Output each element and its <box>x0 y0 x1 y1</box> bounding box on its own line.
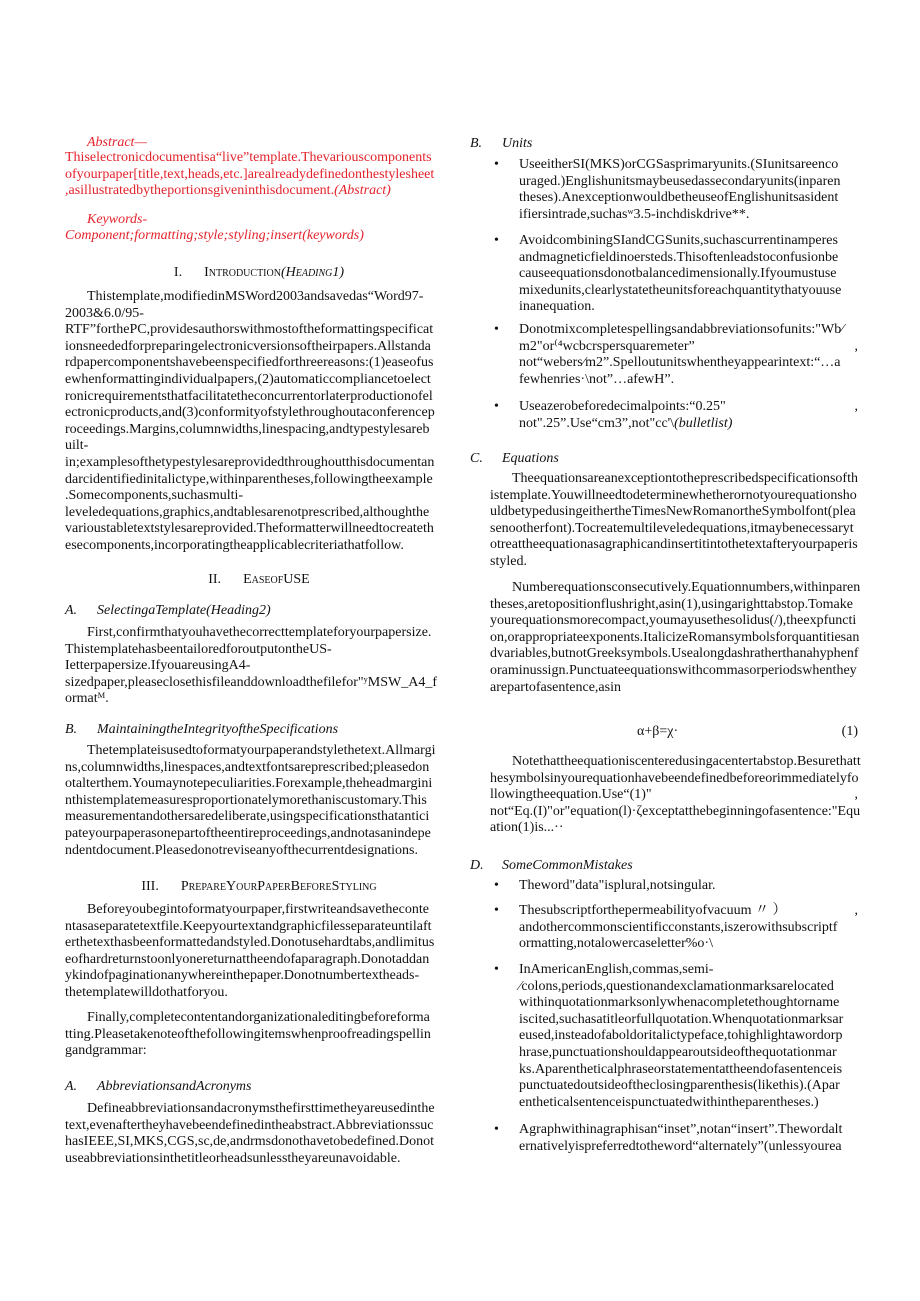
text-line <box>65 1118 453 1135</box>
text-line <box>490 504 858 521</box>
text-line <box>519 1095 858 1112</box>
text-line <box>65 760 453 777</box>
heading-number: I. <box>173 265 183 280</box>
text-line <box>519 878 858 895</box>
text-line <box>65 167 453 184</box>
text-line <box>65 1101 453 1118</box>
text-line-content: UseeitherSI(MKS)orCGSasprimaryunits.(SIunitsareenco <box>519 157 839 172</box>
text-line-content: ks.Aparentheticalphraseorstatementattheendofasentenceis <box>519 1061 843 1077</box>
text-line <box>65 985 453 1002</box>
text-line <box>65 952 453 969</box>
text-line-content: on,orappropriateexponents.ItalicizeRomansymbolsforquantitiesan <box>490 629 860 645</box>
text-line <box>65 1151 453 1168</box>
text-line <box>519 1045 858 1062</box>
text-line <box>65 935 453 952</box>
text-line <box>490 803 861 821</box>
text-line-content: ormatᴹ. <box>65 691 109 707</box>
subheading-maintaining-integrity <box>65 722 338 738</box>
prepare-paragraph-2 <box>65 1010 453 1060</box>
text-line <box>519 416 858 433</box>
text-line-content: Finally,completecontentandorganizationaleditingbeforeforma <box>87 1010 430 1025</box>
abstract-text <box>65 150 453 200</box>
text-line-content: senootherfont).Tocreatemultileveledequations,itmaybenecessaryt <box>490 520 854 536</box>
text-line <box>519 1012 858 1029</box>
text-line <box>519 339 858 356</box>
text-line-content: ectronicproducts,and(3)conformityofstylethroughoutaconferencep <box>65 405 435 421</box>
text-line-content: theses).AnexceptionwouldbetheuseofEnglishunitsasident <box>519 190 839 206</box>
text-line-content: not".25”.Use“cm3”,not"cc'\ <box>519 415 675 431</box>
text-line-content: Theequationsareanexceptiontotheprescribedspecificationsofth <box>512 471 858 486</box>
text-line <box>490 554 858 571</box>
text-line-content: Theword"data"isplural,notsingular. <box>519 878 716 893</box>
text-line <box>65 675 453 692</box>
text-line <box>519 174 858 191</box>
heading-suffix: (Heading1) <box>280 265 345 280</box>
heading-title: PrepareYourPaperBeforeStyling <box>180 879 377 894</box>
text-line <box>65 422 453 439</box>
text-line <box>519 1139 858 1156</box>
subheading-number: C. <box>470 451 483 466</box>
text-line <box>519 399 858 416</box>
text-line <box>490 580 861 597</box>
text-line-content: uraged.)Englishunitsmaybeusedassecondaryunits(inparen <box>519 173 841 189</box>
text-line-content: roceedings.Margins,columnwidths,linespacing,andtypestylesareb <box>65 421 430 437</box>
text-line <box>65 405 453 422</box>
bullet-icon: • <box>494 962 499 977</box>
text-line <box>490 787 858 804</box>
keywords-text: Component;formatting;style;styling;insert(keywords) <box>65 228 364 243</box>
text-line-content: AvoidcombiningSIandCGSunits,suchascurrentinamperes <box>519 233 838 248</box>
text-line-content: hesymbolsinyourequationhavebeendefinedbeforeorimmediatelyfo <box>490 770 859 786</box>
text-line <box>65 289 453 306</box>
text-line <box>519 207 858 224</box>
text-line-content: hrase,punctuationshouldappearoutsideofthequotationmar <box>519 1044 837 1060</box>
text-line <box>519 903 858 920</box>
trailing-punctuation: , <box>854 787 858 803</box>
text-line-content: ThistemplatehasbeentailoredforoutputontheUS- <box>65 641 332 657</box>
subheading-selecting-template <box>65 603 271 619</box>
text-line-content: ionsneededforpreparingelectronicversionsoftheirpapers.Allstanda <box>65 338 431 354</box>
text-line-content: varioustabletextstylesareprovided.Theformatterwillneedtocreateth <box>65 521 434 537</box>
equations-paragraph-2 <box>490 580 861 696</box>
text-line <box>65 538 453 555</box>
bullet-icon: • <box>494 322 499 337</box>
subheading-number: D. <box>470 858 484 873</box>
text-line-content: styled. <box>490 553 527 569</box>
text-line <box>490 754 861 771</box>
equation-number: (1) <box>841 724 858 739</box>
text-line-content: tting.Pleasetakenoteofthefollowingitemswhenproofreadingspellin <box>65 1026 431 1042</box>
text-line-content: rdpapercomponentshavebeenspecifiedforthreereasons:(1)easeofus <box>65 355 434 371</box>
text-line-content: Ietterpapersize.IfyouareusingA4- <box>65 658 251 674</box>
text-line-content: ewhenformattingindividualpapers,(2)automaticcompliancetoelect <box>65 371 431 387</box>
subheading-units <box>470 136 532 152</box>
text-line <box>519 299 858 316</box>
text-line-content: eused,insteadofaboldoritalictypeface,tohighlightawordorp <box>519 1028 843 1044</box>
text-line-content: ation(1)is...·· <box>490 820 564 836</box>
text-line <box>65 322 453 339</box>
equations-paragraph-3 <box>490 754 861 837</box>
text-line-content: theses,aretopositionflushright,asin(1),usingarighttabstop.Tomake <box>490 596 853 612</box>
text-line <box>519 1078 858 1095</box>
bullet-icon: • <box>494 1122 499 1137</box>
text-line <box>65 150 453 167</box>
text-line-content: 2003&6.0/95- <box>65 305 144 321</box>
text-line-content: Numberequationsconsecutively.Equationnumbers,withinparen <box>512 580 861 595</box>
text-line-content: First,confirmthatyouhavethecorrecttemplateforyourpapersize. <box>87 625 432 640</box>
text-line-content: in;examplesofthetypestylesareprovidedthroughoutthisdocumentan <box>65 454 435 470</box>
text-line-content: andothercommonscientificconstants,iszerowithsubscriptf <box>519 919 838 935</box>
text-line <box>519 233 858 250</box>
bullet-item <box>519 903 858 953</box>
text-line-content: ronicrequirementsthatfacilitatetheconcurrentorlaterproductionofel <box>65 388 433 404</box>
equations-paragraph-1 <box>490 471 858 571</box>
text-line <box>65 1010 453 1027</box>
subheading-number: B. <box>470 136 483 151</box>
text-line <box>65 1134 453 1151</box>
bullet-icon: • <box>494 903 499 918</box>
text-line-content: ns,columnwidths,linespaces,andtextfontsareprescribed;pleasedon <box>65 759 430 775</box>
subheading-title: SomeCommonMistakes <box>502 858 633 873</box>
subheading-title: Units <box>502 136 533 151</box>
text-line <box>65 919 453 936</box>
text-line <box>519 190 858 207</box>
text-line-content: llowingtheequation.Use“(1)" <box>490 787 652 803</box>
text-line <box>65 306 453 323</box>
bullet-icon: • <box>494 878 499 893</box>
text-line <box>65 809 453 826</box>
subheading-number: B. <box>65 722 78 737</box>
heading-introduction <box>65 265 453 281</box>
text-line-content: otalterthem.Youmaynotepeculiarities.Forexample,theheadmargini <box>65 776 433 792</box>
text-line-content: otreattheequationasagraphicandinsertitintothetextafteryourpaperis <box>490 537 858 553</box>
text-line <box>519 936 858 953</box>
text-line <box>65 691 453 708</box>
text-line <box>519 355 858 372</box>
text-line <box>65 743 453 760</box>
equation-formula: α+β=χ· <box>637 724 679 739</box>
selecting-template-paragraph <box>65 625 453 708</box>
subheading-title: MaintainingtheIntegrityoftheSpecifications <box>97 722 339 737</box>
text-line <box>490 820 858 837</box>
text-line-content: punctuatedoutsideoftheclosingparenthesis(likethis).(Apar <box>519 1078 840 1094</box>
text-line-content: thetemplatewilldothatforyou. <box>65 984 228 1000</box>
intro-paragraph <box>65 289 453 555</box>
text-line-content: darcidentifiedinitalictype,withinparentheses,followingtheexample <box>65 471 433 487</box>
trailing-punctuation: , <box>854 903 858 918</box>
text-line-content: ifiersintrade,suchasʷ3.5-inchdiskdrive**. <box>519 206 750 222</box>
text-line <box>65 625 453 642</box>
text-line-content: gandgrammar: <box>65 1043 147 1059</box>
text-line <box>490 471 858 488</box>
heading-title: EaseofUSE <box>243 572 310 587</box>
bullet-icon: • <box>494 399 499 414</box>
subheading-title: SelectingaTemplate(Heading2) <box>97 603 271 618</box>
text-line-content: ormatting,notalowercaseletter%o·\ <box>519 936 713 952</box>
subheading-title: AbbreviationsandAcronyms <box>97 1079 252 1094</box>
subheading-equations <box>470 451 559 467</box>
text-line <box>65 521 453 538</box>
text-line-content: uldbetypedusingeithertheTimesNewRomanortheSymbolfont(plea <box>490 504 856 520</box>
text-line <box>519 1028 858 1045</box>
text-line-content: ⁄colons,periods,questionandexclamationmarksarelocated <box>519 978 834 994</box>
bullet-item <box>519 399 858 432</box>
heading-title: Introduction <box>204 265 281 280</box>
italic-annotation: (bulletlist) <box>674 415 733 431</box>
text-line <box>490 597 858 614</box>
text-line <box>65 658 453 675</box>
text-line <box>519 979 858 996</box>
text-line <box>490 663 858 680</box>
bullet-icon: • <box>494 157 499 172</box>
text-line <box>490 521 858 538</box>
text-line-content: ,asillustratedbytheportionsgiveninthisdocument. <box>65 183 335 199</box>
text-line <box>65 505 453 522</box>
text-line-content: m2"or⁽⁴wcbcrspersquaremeter” <box>519 338 695 354</box>
text-line <box>65 642 453 659</box>
text-line-content: Defineabbreviationsandacronymsthefirsttimetheyareusedinthe <box>87 1101 435 1116</box>
text-line-content: measurementandothersaredeliberate,usingspecificationsthatantici <box>65 809 430 825</box>
text-line <box>519 250 858 267</box>
text-line <box>65 488 453 505</box>
text-line-content: RTF”forthePC,providesauthorswithmostoftheformattingspecificat <box>65 322 434 338</box>
text-line <box>65 826 453 843</box>
text-line <box>65 339 453 356</box>
text-line <box>65 455 453 472</box>
text-line <box>65 968 453 985</box>
italic-annotation: (Abstract) <box>334 183 391 199</box>
text-line-content: sizedpaper,pleaseclosethisfileanddownloadthefilefor"ʸMSW_A4_f <box>65 674 438 690</box>
text-line <box>65 183 453 200</box>
text-line-content: Donotmixcompletespellingsandabbreviationsofunits:"Wb⁄ <box>519 322 844 337</box>
text-line-content: .Somecomponents,suchasmulti- <box>65 488 244 504</box>
keywords-label: Keywords- <box>87 212 148 227</box>
bullet-icon: • <box>494 233 499 248</box>
text-line-content: not“webers⁄m2”.Spelloutunitswhentheyappearintext:“…a <box>519 355 841 371</box>
text-line-content: not“Eq.(I)"or"equation(l)·ζexceptatthebeginningofasentence:"Equ <box>490 803 861 819</box>
text-line-content: arepartofasentence,asin <box>490 679 621 695</box>
text-line <box>490 613 858 630</box>
text-line <box>65 776 453 793</box>
text-line <box>519 283 858 300</box>
text-line-content: ernativelyispreferredtotheword“alternately”(unlessyourea <box>519 1138 842 1154</box>
text-line <box>490 488 858 505</box>
text-line <box>519 266 858 283</box>
text-line-content: Beforeyoubegintoformatyourpaper,firstwriteandsavetheconte <box>87 902 429 917</box>
bullet-item <box>519 157 858 223</box>
text-line-content: ykindofpaginationanywhereinthepaper.Donotnumbertextheads- <box>65 968 420 984</box>
text-line <box>65 472 453 489</box>
text-line-content: Agraphwithinagraphisan“inset”,notan“insert”.Thewordalt <box>519 1122 843 1137</box>
text-line-content: esecomponents,incorporatingtheapplicablecriteriathatfollow. <box>65 537 404 553</box>
text-line <box>519 157 858 174</box>
bullet-item <box>519 878 858 895</box>
text-line-content: withinquotationmarksonlywhenacompletethoughtorname <box>519 995 840 1011</box>
text-line-content: ntasaseparatetextfile.Keepyourtextandgraphicfilesseparateuntilaft <box>65 918 432 934</box>
text-line <box>65 793 453 810</box>
maintaining-integrity-paragraph <box>65 743 453 859</box>
text-line-content: Thistemplate,modifiedinMSWord2003andsavedas“Word97- <box>87 289 424 304</box>
text-line-content: oraminussign.Punctuateequationswithcommasorperiodswhenthey <box>490 662 857 678</box>
subheading-number: A. <box>65 603 78 618</box>
text-line-content: uilt- <box>65 438 89 454</box>
text-line-content: useabbreviationsinthetitleorheadsunlesstheyareunavoidable. <box>65 1150 401 1166</box>
text-line-content: text,evenaftertheyhavebeendefinedintheabstract.Abbreviationssuc <box>65 1117 434 1133</box>
text-line <box>65 355 453 372</box>
trailing-punctuation: , <box>854 338 858 354</box>
text-line-content: Thesubscriptforthepermeabilityofvacuum 〃 ） <box>519 903 787 918</box>
text-line-content: eofhardreturnstoonlyonereturnattheendofaparagraph.Donotaddan <box>65 951 430 967</box>
text-line-content: Notethattheequationiscenteredusingacentertabstop.Besurethatt <box>512 754 861 769</box>
text-line-content: mixedunits,clearlystatetheunitsforeachquantitythatyouuse <box>519 282 842 298</box>
text-line <box>65 372 453 389</box>
text-line <box>65 389 453 406</box>
text-line <box>519 1122 858 1139</box>
text-line <box>490 680 858 697</box>
text-line-content: fewhenries·\not”…afewH”. <box>519 371 675 387</box>
text-line-content: inanequation. <box>519 299 595 315</box>
bullet-item <box>519 962 858 1111</box>
text-line-content: Useazerobeforedecimalpoints:“0.25" <box>519 399 726 414</box>
text-line-content: ndentdocument.Pleasedonotreviseanyofthecurrentdesignations. <box>65 842 419 858</box>
text-line <box>519 1062 858 1079</box>
text-line-content: InAmericanEnglish,commas,semi- <box>519 962 714 977</box>
trailing-punctuation: , <box>854 399 858 414</box>
text-line-content: dvariables,butnotGreeksymbols.Usealongdashratherthanahyphenf <box>490 646 859 662</box>
text-line-content: entheticalsentenceispunctuatedwithintheparentheses.) <box>519 1094 819 1110</box>
text-line-content: Thiselectronicdocumentisa“live”template.Thevariouscomponents <box>65 150 432 165</box>
text-line-content: ofyourpaper[title,text,heads,etc.]arealreadydefinedonthestylesheet <box>65 166 435 182</box>
text-line <box>490 646 858 663</box>
subheading-abbreviations <box>65 1079 252 1095</box>
text-line <box>65 1043 453 1060</box>
text-line-content: nthistemplatemeasuresproportionatelymorethaniscustomary.This <box>65 792 427 808</box>
text-line <box>65 843 453 860</box>
heading-prepare-paper <box>65 879 453 895</box>
text-line <box>519 322 858 339</box>
equation-block <box>490 724 858 741</box>
text-line-content: istemplate.Youwillneedtodeterminewhetherornotyourequationsho <box>490 487 857 503</box>
heading-number: III. <box>141 879 159 894</box>
subheading-title: Equations <box>502 451 559 466</box>
heading-ease-of-use <box>65 572 453 588</box>
subheading-number: A. <box>65 1079 78 1094</box>
bullet-item <box>519 1122 858 1155</box>
text-line <box>519 372 858 389</box>
subheading-common-mistakes <box>470 858 633 874</box>
text-line-content: yourequationsmorecompact,youmayusethesolidus(/),theexpfuncti <box>490 613 857 629</box>
text-line-content: andmagneticfieldinoersteds.Thisoftenleadstoconfusionbe <box>519 249 839 265</box>
text-line <box>65 902 453 919</box>
text-line <box>490 771 858 788</box>
heading-number: II. <box>208 572 222 587</box>
text-line-content: causeequationsdonotbalancedimensionally.Ifyoumustuse <box>519 266 837 282</box>
text-line <box>65 1027 453 1044</box>
text-line-content: leveledequations,graphics,andtablesarenotprescribed,althoughthe <box>65 504 430 520</box>
text-line <box>519 995 858 1012</box>
bullet-item <box>519 322 858 388</box>
text-line-content: iscited,suchasatitleorfullquotation.Whenquotationmarksar <box>519 1011 844 1027</box>
abstract-label: Abstract— <box>87 135 147 150</box>
bullet-item <box>519 233 858 316</box>
abbreviations-paragraph <box>65 1101 453 1167</box>
text-line <box>65 438 453 455</box>
text-line <box>519 920 858 937</box>
text-line <box>490 630 858 647</box>
text-line-content: Thetemplateisusedtoformatyourpaperandstylethetext.Allmargi <box>87 743 436 758</box>
prepare-paragraph-1 <box>65 902 453 1002</box>
text-line-content: erthetexthasbeenformattedandstyled.Donotusehardtabs,andlimitus <box>65 935 435 951</box>
text-line-content: pateyourpaperasonepartoftheentireproceedings,andnotasanindepe <box>65 825 431 841</box>
text-line <box>490 537 858 554</box>
text-line <box>519 962 858 979</box>
text-line-content: hasIEEE,SI,MKS,CGS,sc,de,andrmsdonothavetobedefined.Donot <box>65 1134 434 1150</box>
